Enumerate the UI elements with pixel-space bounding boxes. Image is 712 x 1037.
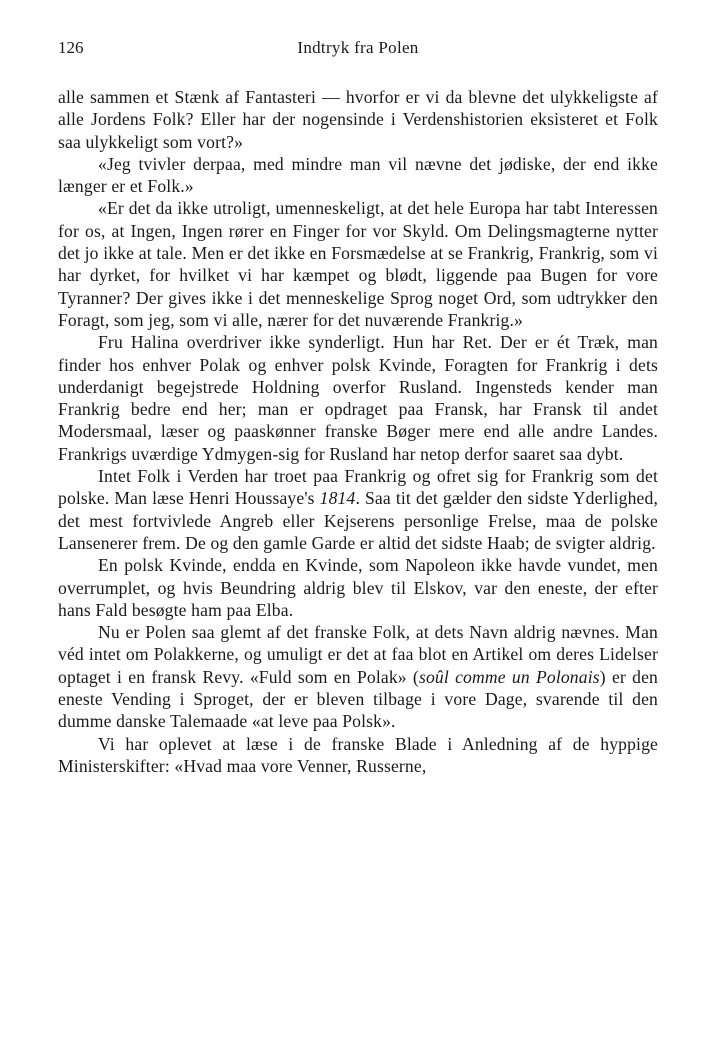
paragraph (58, 465, 658, 554)
book-page (58, 38, 658, 777)
paragraph (58, 153, 658, 198)
text-segment: Intet Folk i Verden har troet paa Frankrig og ofret sig for Frankrig som det polske. Man læse Henri Houssaye's (58, 466, 658, 509)
paragraph (58, 86, 658, 153)
text-segment: En polsk Kvinde, endda en Kvinde, som Napoleon ikke havde vundet, men overrumplet, og hvis Beundring aldrig blev til Elskov, var den eneste, der efter hans Fald besøgte ham paa Elba. (58, 555, 658, 620)
text-segment: Fru Halina overdriver ikke synderligt. Hun har Ret. Der er ét Træk, man finder hos enhver Polak og enhver polsk Kvinde, Foragten for Frankrig i dets underdanigt begejstrede Holdning overfor Rusland. Ingensteds kender man Frankrig bedre end her; man er opdraget paa Fransk, har Fransk til andet Modersmaal, læser og paaskønner franske Bøger mere end alle andre Landes. Frankrigs uværdige Ydmygen-sig for Rusland har netop derfor saaret saa dybt. (58, 332, 658, 464)
body-text (58, 86, 658, 777)
paragraph (58, 331, 658, 465)
italic-phrase: soûl comme un Polonais (418, 666, 600, 687)
paragraph (58, 197, 658, 331)
text-segment: «Jeg tvivler derpaa, med mindre man vil nævne det jødiske, der end ikke længer er et Folk.» (58, 153, 658, 197)
text-segment: ) er den eneste Vending i Sproget, der er bleven tilbage i vore Dage, svarende til den dumme danske Talemaade «at leve paa Polsk». (58, 666, 658, 732)
paragraph (58, 733, 658, 778)
running-head (58, 38, 658, 68)
paragraph (58, 554, 658, 621)
text-segment: alle sammen et Stænk af Fantasteri — hvorfor er vi da blevne det ulykkeligste af alle Jordens Folk? Eller har der nogensinde i Verdenshistorien eksisteret et Folk saa ulykkeligt som vort?» (58, 87, 658, 152)
italic-year: 1814 (319, 488, 356, 509)
page-number: 126 (58, 38, 84, 57)
running-title: Indtryk fra Polen (297, 38, 419, 57)
paragraph (58, 621, 658, 732)
text-segment: Vi har oplevet at læse i de franske Blade i Anledning af de hyppige Ministerskifter: «Hvad maa vore Venner, Russerne, (58, 733, 658, 776)
text-segment: . Saa tit det gælder den sidste Yderlighed, det mest fortvivlede Angreb eller Kejserens personlige Frelse, maa de polske Lansenerer frem. De og den gamle Garde er altid det sidste Haab; de svigter aldrig. (58, 488, 659, 553)
text-segment: «Er det da ikke utroligt, umenneskeligt, at det hele Europa har tabt Interessen for os, at Ingen, Ingen rører en Finger for vor Skyld. Om Delingsmagterne nytter det jo ikke at tale. Men er det ikke en Forsmædelse at se Frankrig, Frankrig, som vi har dyrket, for hvilket vi har kæmpet og blødt, liggende paa Bugen for vore Tyranner? Der gives ikke i det menneskelige Sprog noget Ord, som udtrykker den Foragt, som jeg, som vi alle, nærer for det nuværende Frankrig.» (58, 198, 658, 330)
text-segment: Nu er Polen saa glemt af det franske Folk, at dets Navn aldrig nævnes. Man véd intet om Polakkerne, og umuligt er det at faa blot en Artikel om deres Lidelser optaget i en fransk Revy. «Fuld som en Polak» ( (58, 622, 658, 687)
